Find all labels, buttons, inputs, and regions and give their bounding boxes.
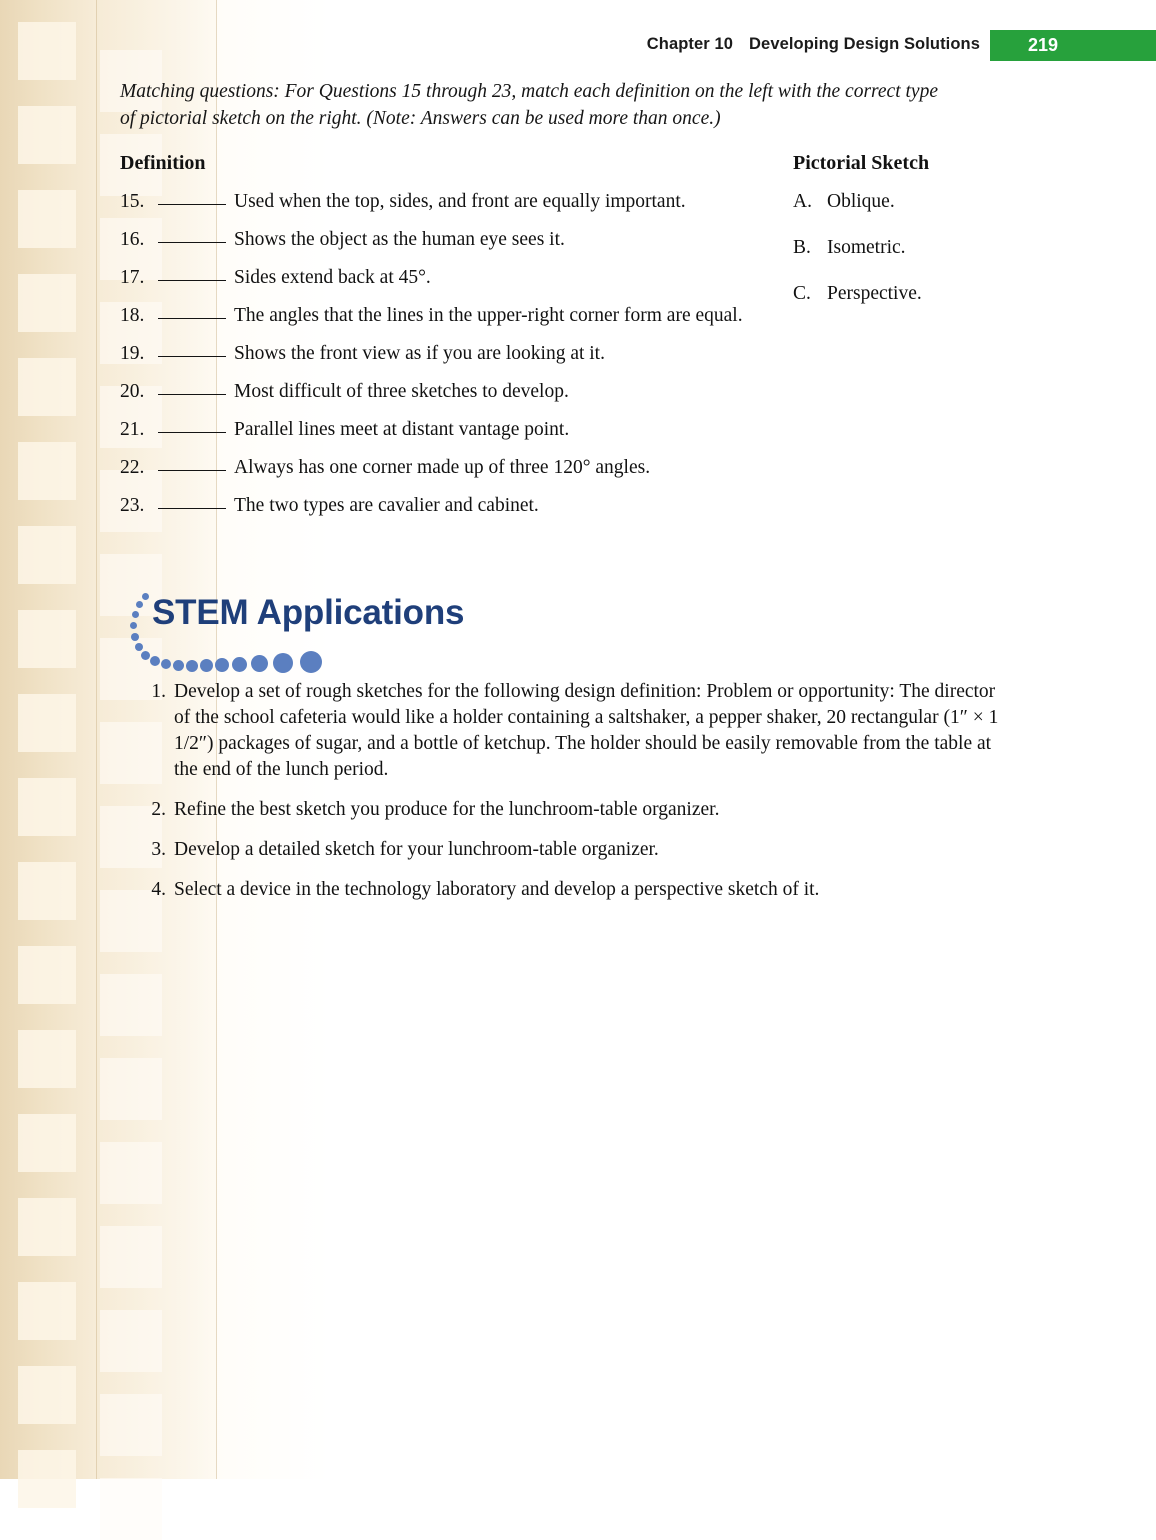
- question-text-wrap: [158, 379, 760, 405]
- matching-question-item: [120, 303, 760, 329]
- stem-applications-title: STEM Applications: [152, 593, 465, 632]
- decorative-dot: [142, 593, 149, 600]
- decorative-square: [18, 274, 76, 332]
- stem-application-item: [138, 797, 1100, 823]
- decorative-dot: [215, 658, 229, 672]
- stem-applications-header: [120, 579, 1100, 671]
- stem-item-text: Develop a detailed sketch for your lunchroom-table organizer.: [174, 839, 659, 860]
- answer-blank[interactable]: [158, 318, 226, 319]
- decorative-dot: [200, 659, 213, 672]
- question-number: 21.: [120, 419, 145, 440]
- question-text-wrap: [158, 493, 760, 519]
- answer-option-letter: A.: [793, 191, 812, 212]
- question-text: The two types are cavalier and cabinet.: [234, 495, 539, 516]
- question-number: 16.: [120, 229, 145, 250]
- question-text: Sides extend back at 45°.: [234, 267, 431, 288]
- running-head-chapter: Chapter 10: [646, 35, 734, 53]
- decorative-square: [18, 862, 76, 920]
- answer-blank[interactable]: [158, 394, 226, 395]
- question-text: Parallel lines meet at distant vantage point.: [234, 419, 570, 440]
- decorative-square: [100, 1310, 162, 1372]
- question-text-wrap: [158, 265, 760, 291]
- question-text: Most difficult of three sketches to develop.: [234, 381, 569, 402]
- pictorial-sketch-column: [793, 152, 1093, 327]
- decorative-square: [18, 946, 76, 1004]
- decorative-square: [18, 190, 76, 248]
- question-text-wrap: [158, 303, 760, 329]
- question-text: Shows the front view as if you are looking at it.: [234, 343, 605, 364]
- stem-item-number: 1.: [151, 681, 166, 702]
- matching-question-item: [120, 493, 760, 519]
- answer-blank[interactable]: [158, 356, 226, 357]
- matching-question-item: [120, 379, 760, 405]
- decorative-square: [18, 1282, 76, 1340]
- decorative-square: [18, 1450, 76, 1508]
- stem-application-item: [138, 679, 1100, 783]
- running-head: [647, 35, 980, 54]
- answer-option-item: [793, 189, 1093, 215]
- stem-application-item: [138, 837, 1100, 863]
- decorative-square: [18, 526, 76, 584]
- page-header: [0, 30, 1156, 64]
- question-text-wrap: [158, 341, 760, 367]
- decorative-square: [18, 610, 76, 668]
- margin-rule-1: [96, 0, 97, 1479]
- stem-item-number: 4.: [151, 879, 166, 900]
- decorative-square: [100, 1058, 162, 1120]
- answer-option-item: [793, 281, 1093, 307]
- question-text-wrap: [158, 189, 760, 215]
- decorative-square: [18, 106, 76, 164]
- decorative-dot: [150, 656, 160, 666]
- decorative-dot: [135, 643, 143, 651]
- answer-blank[interactable]: [158, 470, 226, 471]
- decorative-dot: [161, 659, 171, 669]
- decorative-dot: [273, 653, 293, 673]
- question-number: 19.: [120, 343, 145, 364]
- decorative-square: [18, 694, 76, 752]
- decorative-square: [18, 778, 76, 836]
- answer-option-list: [793, 189, 1093, 307]
- decorative-dot: [130, 622, 137, 629]
- question-number: 15.: [120, 191, 145, 212]
- question-text: Shows the object as the human eye sees it.: [234, 229, 565, 250]
- decorative-square: [18, 1198, 76, 1256]
- answer-option-letter: B.: [793, 237, 811, 258]
- decorative-square: [100, 1142, 162, 1204]
- decorative-square: [100, 974, 162, 1036]
- page-number-box: [990, 30, 1156, 61]
- decorative-dot: [173, 660, 184, 671]
- question-text-wrap: [158, 227, 760, 253]
- question-number: 22.: [120, 457, 145, 478]
- matching-question-item: [120, 341, 760, 367]
- decorative-square: [100, 1478, 162, 1540]
- page-content: [120, 78, 1100, 917]
- answer-blank[interactable]: [158, 204, 226, 205]
- stem-applications-list: [138, 679, 1100, 903]
- stem-item-text: Develop a set of rough sketches for the following design definition: Problem or opportunity: The director of the school cafeteria would like a holder containing a saltshaker, a pepper shaker, 20 rectangular (1″ × 1 1/2″) packages of sugar, and a bottle of ketchup. The holder should be easily removable from the table at the end of the lunch period.: [174, 681, 999, 780]
- decorative-square: [100, 1394, 162, 1456]
- stem-application-item: [138, 877, 1100, 903]
- answer-option-letter: C.: [793, 283, 811, 304]
- stem-item-number: 3.: [151, 839, 166, 860]
- answer-option-text: Perspective.: [827, 283, 922, 304]
- definition-heading: Definition: [120, 152, 206, 174]
- decorative-dot: [300, 651, 322, 673]
- stem-item-text: Select a device in the technology laboratory and develop a perspective sketch of it.: [174, 879, 820, 900]
- matching-instructions: Matching questions: For Questions 15 through 23, match each definition on the left with the correct type of pictorial sketch on the right. (Note: Answers can be used more than once.): [120, 81, 938, 129]
- matching-question-item: [120, 189, 760, 215]
- decorative-square: [18, 1030, 76, 1088]
- question-number: 20.: [120, 381, 145, 402]
- matching-question-item: [120, 265, 760, 291]
- question-number: 17.: [120, 267, 145, 288]
- pictorial-sketch-heading: Pictorial Sketch: [793, 152, 930, 174]
- decorative-square: [100, 1226, 162, 1288]
- decorative-dot: [132, 611, 139, 618]
- answer-blank[interactable]: [158, 432, 226, 433]
- question-text: Always has one corner made up of three 120° angles.: [234, 457, 651, 478]
- decorative-square: [18, 358, 76, 416]
- answer-option-text: Isometric.: [827, 237, 906, 258]
- matching-question-item: [120, 417, 760, 443]
- question-number: 18.: [120, 305, 145, 326]
- stem-item-text: Refine the best sketch you produce for the lunchroom-table organizer.: [174, 799, 720, 820]
- decorative-dot: [232, 657, 247, 672]
- answer-blank[interactable]: [158, 508, 226, 509]
- answer-blank[interactable]: [158, 242, 226, 243]
- stem-item-number: 2.: [151, 799, 166, 820]
- question-text-wrap: [158, 455, 760, 481]
- question-text: The angles that the lines in the upper-right corner form are equal.: [234, 305, 743, 326]
- question-text: Used when the top, sides, and front are equally important.: [234, 191, 686, 212]
- decorative-dot: [136, 601, 143, 608]
- decorative-square: [18, 1114, 76, 1172]
- decorative-dot: [251, 655, 268, 672]
- decorative-dot: [186, 660, 198, 672]
- answer-option-text: Oblique.: [827, 191, 895, 212]
- decorative-square: [18, 442, 76, 500]
- decorative-dot: [131, 633, 139, 641]
- decorative-dot: [141, 651, 150, 660]
- question-list: [120, 189, 760, 519]
- decorative-square: [18, 1366, 76, 1424]
- definition-column: [120, 152, 760, 519]
- question-number: 23.: [120, 495, 145, 516]
- question-text-wrap: [158, 417, 760, 443]
- page-number: 219: [1027, 35, 1058, 55]
- matching-question-item: [120, 455, 760, 481]
- answer-option-item: [793, 235, 1093, 261]
- matching-question-item: [120, 227, 760, 253]
- matching-section: [120, 152, 1100, 519]
- answer-blank[interactable]: [158, 280, 226, 281]
- running-head-title: Developing Design Solutions: [749, 35, 980, 53]
